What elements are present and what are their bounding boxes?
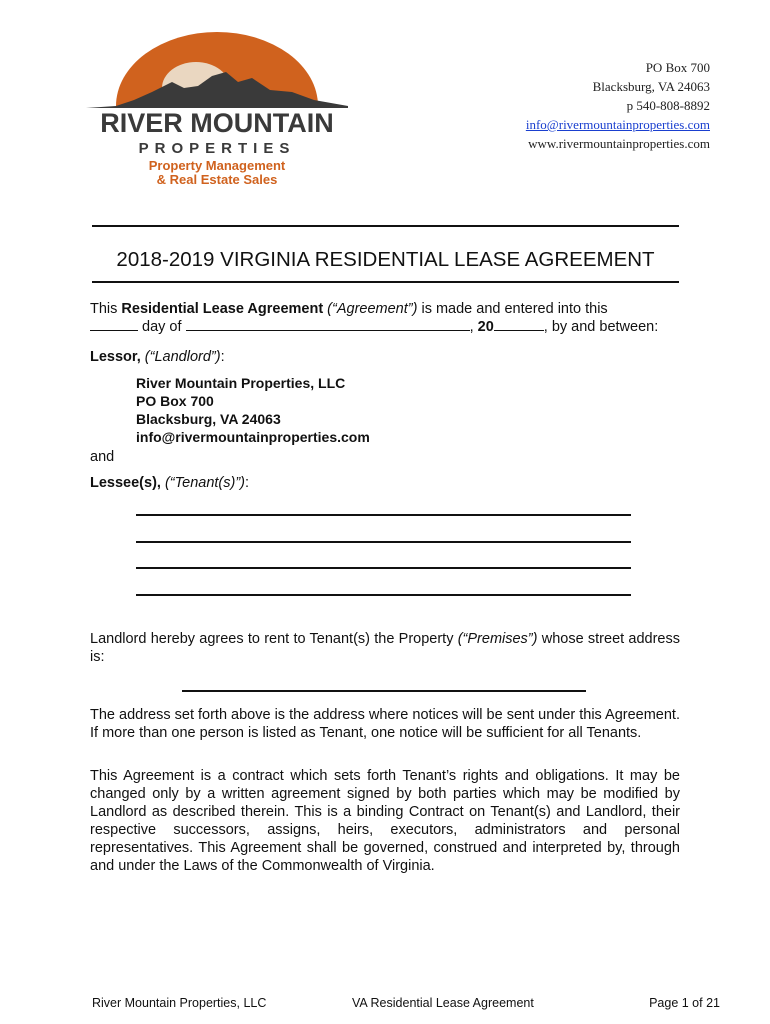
tenant-name-line-4[interactable] xyxy=(136,594,631,596)
logo-subtitle: PROPERTIES xyxy=(138,140,296,157)
lessor-colon: : xyxy=(220,349,225,365)
and-text: and xyxy=(90,449,115,465)
logo-tagline-2: & Real Estate Sales xyxy=(156,172,278,187)
contact-city: Blacksburg, VA 24063 xyxy=(592,79,710,94)
contact-info xyxy=(526,58,710,153)
tenant-name-line-3[interactable] xyxy=(136,567,631,569)
tenant-name-line-1[interactable] xyxy=(136,514,631,516)
contact-po-box: PO Box 700 xyxy=(645,60,710,75)
comma-text: , xyxy=(469,319,478,335)
landlord-city: Blacksburg, VA 24063 xyxy=(136,411,281,427)
title-rule-top xyxy=(92,225,679,227)
footer-page-number: Page 1 of 21 xyxy=(649,996,720,1010)
intro-italic: (“Agreement”) xyxy=(323,301,418,317)
footer-company: River Mountain Properties, LLC xyxy=(92,996,267,1010)
intro-bold: Residential Lease Agreement xyxy=(121,301,324,317)
document-title: 2018-2019 VIRGINIA RESIDENTIAL LEASE AGREEMENT xyxy=(116,248,655,271)
intro-text: This xyxy=(90,301,122,317)
lessee-heading xyxy=(90,474,680,492)
by-between-text: , by and between: xyxy=(543,319,659,335)
day-blank[interactable] xyxy=(90,330,138,331)
intro-text-2: is made and entered into this xyxy=(417,301,608,317)
lessor-heading xyxy=(90,348,680,366)
lessee-role: (“Tenant(s)”) xyxy=(160,475,245,491)
landlord-name: River Mountain Properties, LLC xyxy=(136,375,346,391)
year-blank[interactable] xyxy=(494,330,544,331)
logo-title: RIVER MOUNTAIN xyxy=(100,108,334,138)
lessee-colon: : xyxy=(245,475,250,491)
title-rule-bottom xyxy=(92,281,679,283)
premises-text-2: whose street address is: xyxy=(90,631,680,665)
premises-text: Landlord hereby agrees to rent to Tenant(s) the Property xyxy=(90,631,458,647)
notice-paragraph: The address set forth above is the address where notices will be sent under this Agreement. If more than one person is listed as Tenant, one notice will be sufficient for all Tenants. xyxy=(90,707,680,741)
contract-paragraph: This Agreement is a contract which sets forth Tenant’s rights and obligations. It may be changed only by a written agreement signed by both parties which may be modified by Landlord as described therein. This is a binding Contract on Tenant(s) and Landlord, their respective successors, assigns, heirs, executors, administrators and personal representatives. This Agreement shall be governed, construed and interpreted by, through and under the Laws of the Commonwealth of Virginia. xyxy=(90,768,680,874)
contact-email-link[interactable]: info@rivermountainproperties.com xyxy=(525,117,710,132)
year-prefix: 20 xyxy=(477,319,494,335)
intro-paragraph xyxy=(90,300,680,336)
premises-address-line[interactable] xyxy=(182,690,586,692)
day-of-text: day of xyxy=(138,319,186,335)
landlord-address-block xyxy=(136,374,370,446)
footer-document-name: VA Residential Lease Agreement xyxy=(352,996,534,1010)
logo-tagline-1: Property Management xyxy=(148,158,286,173)
lessee-label: Lessee(s), xyxy=(90,475,161,491)
premises-italic: (“Premises”) xyxy=(457,631,538,647)
lessor-label: Lessor, xyxy=(90,349,141,365)
contact-website[interactable]: www.rivermountainproperties.com xyxy=(528,136,710,151)
landlord-email: info@rivermountainproperties.com xyxy=(136,429,370,445)
premises-paragraph xyxy=(90,630,680,666)
company-logo xyxy=(86,26,348,188)
landlord-po-box: PO Box 700 xyxy=(136,393,214,409)
mountain-sun-logo-icon xyxy=(86,26,348,108)
contact-phone: p 540-808-8892 xyxy=(626,98,710,113)
month-blank[interactable] xyxy=(186,330,470,331)
tenant-name-line-2[interactable] xyxy=(136,541,631,543)
lessor-role: (“Landlord”) xyxy=(140,349,221,365)
